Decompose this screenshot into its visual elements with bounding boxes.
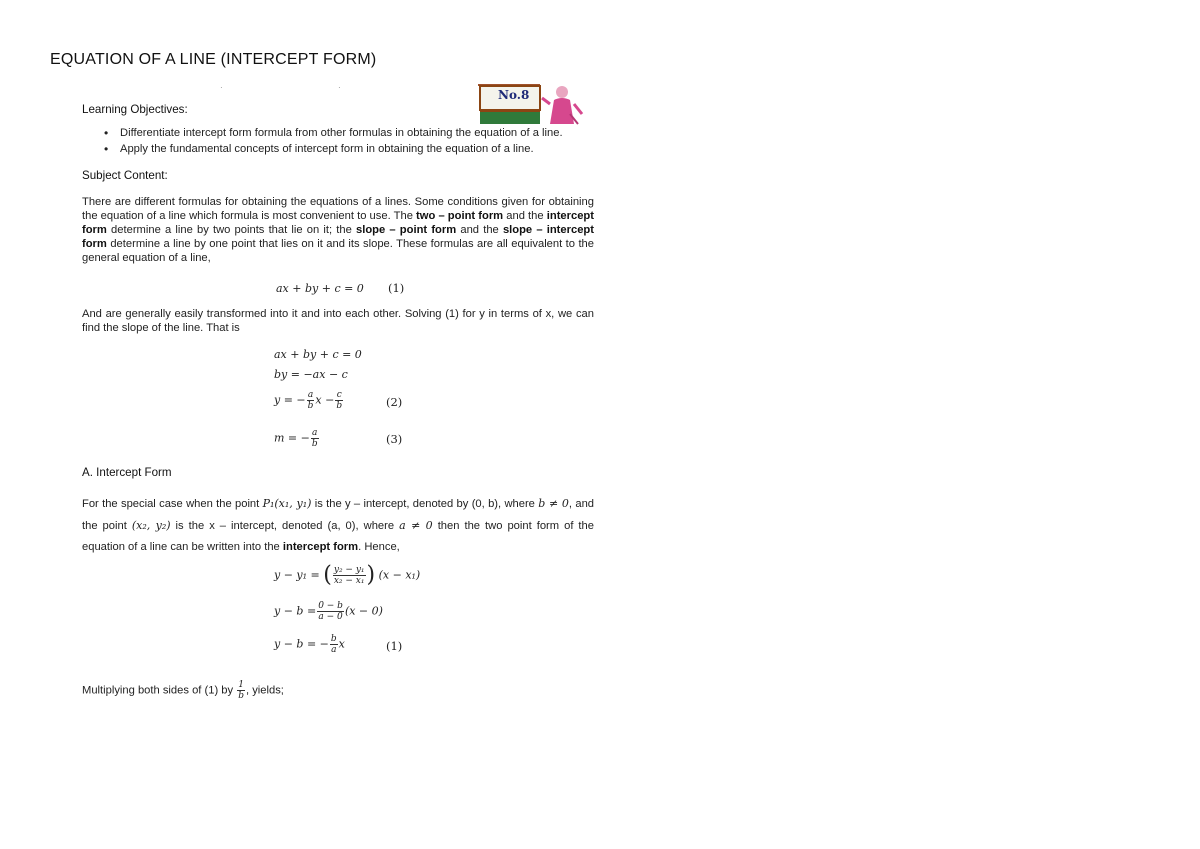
text-run: determine a line by one point that lies on it and its slope. These formulas are all equivalent to the general equation of a line, [82,238,594,264]
math-text: x − [315,393,335,407]
paren-open: ( [323,562,332,588]
math-text: y − y₁ = [274,568,320,582]
fraction [237,680,245,701]
text-run: then the two point form of the equation of a line can be written into the [82,520,594,553]
text-run: and the point [82,498,595,532]
text-run: , [568,498,573,510]
text-run: is the x – intercept, denoted (a, 0), where [170,520,400,532]
objective-item: • Apply the fundamental concepts of intercept form in obtaining the equation of a line. [100,141,563,157]
scan-mark: · [338,83,341,92]
numerator: a [307,390,314,400]
paren-close: ) [366,562,376,588]
math-text: y − b = − [274,637,329,651]
multiply-statement [82,680,284,701]
numerator: a [312,428,318,438]
math-inline: P₁(x₁, y₁) [262,497,312,510]
learning-objectives-heading: Learning Objectives: [82,103,188,116]
numerator: c [336,390,342,400]
derivation-line-3 [274,390,344,411]
term-intercept-form: intercept form [282,541,359,553]
numerator: 0 − b [318,601,343,611]
derivation-line-1: ax + by + c = 0 [274,348,362,361]
text-run: determine a line by two points that lie on it; the [106,224,357,236]
term-two-point-form: two – point form [416,210,504,222]
denominator: b [238,691,244,701]
fraction [333,565,366,586]
subject-paragraph-1 [82,195,594,265]
subject-content-heading: Subject Content: [82,169,168,182]
numerator: y₂ − y₁ [333,565,365,575]
equation-two-point [274,562,421,588]
objectives-list [100,125,563,157]
text-run: Multiplying both sides of (1) by [82,684,237,697]
math-text: (x − 0) [344,604,383,618]
subject-paragraph-2: And are generally easily transformed into it and into each other. Solving (1) for y in terms of x, we can find the slope of the line. That is [82,308,594,334]
text-run: . Hence, [358,541,400,553]
text-run: and the [503,210,547,222]
numerator: b [330,634,337,644]
equation-number: (3) [386,432,403,446]
derivation-line-2: by = −ax − c [274,368,348,381]
denominator: a [331,645,337,655]
denominator: b [307,401,314,411]
fraction [317,601,344,622]
lesson-number-badge: No.8 [498,88,530,102]
objective-item: • Differentiate intercept form formula from other formulas in obtaining the equation of a line. [100,125,563,141]
term-slope-intercept-form: slope – intercept form [82,224,594,250]
chalkboard-teacher-icon [478,84,588,126]
math-inline: (x₂, y₂) [131,519,171,532]
page-title: EQUATION OF A LINE (INTERCEPT FORM) [50,51,377,68]
text-run: and the [456,224,503,236]
equation-simplified [274,634,345,655]
math-text: m = − [274,431,310,445]
text-run: For the special case when the point [82,498,263,510]
math-inline: a ≠ 0 [399,519,433,532]
text-run: , yields; [245,684,284,697]
denominator: x₂ − x₁ [333,576,365,586]
equation-number: (1) [388,281,405,295]
equation-number: (1) [386,639,403,653]
math-text: x [338,637,345,651]
intercept-paragraph [82,493,594,558]
math-text: y − b = [274,604,317,618]
fraction [335,390,343,411]
intercept-form-heading: A. Intercept Form [82,466,172,479]
text-run: There are different formulas for obtaining the equations of a lines. Some conditions given for obtaining the equation of a line which formula is most convenient to use. The [82,196,594,222]
math-text: y = − [274,393,306,407]
math-text: (x − x₁) [378,568,421,582]
text-run: is the y – intercept, denoted by (0, b), where [311,498,539,510]
fraction [330,634,338,655]
scan-mark: · [220,83,223,92]
equation-number: (2) [386,395,403,409]
general-equation: ax + by + c = 0 [276,282,364,295]
equation-substituted [274,601,383,622]
math-inline: b ≠ 0 [538,497,569,510]
numerator: 1 [238,680,244,690]
denominator: b [311,439,318,449]
fraction [307,390,315,411]
fraction [311,428,319,449]
derivation-line-4 [274,428,320,449]
denominator: a − 0 [318,612,343,622]
term-intercept-form: intercept form [82,210,594,236]
denominator: b [336,401,343,411]
term-slope-point-form: slope – point form [356,224,457,236]
lesson-number-illustration [478,84,588,126]
